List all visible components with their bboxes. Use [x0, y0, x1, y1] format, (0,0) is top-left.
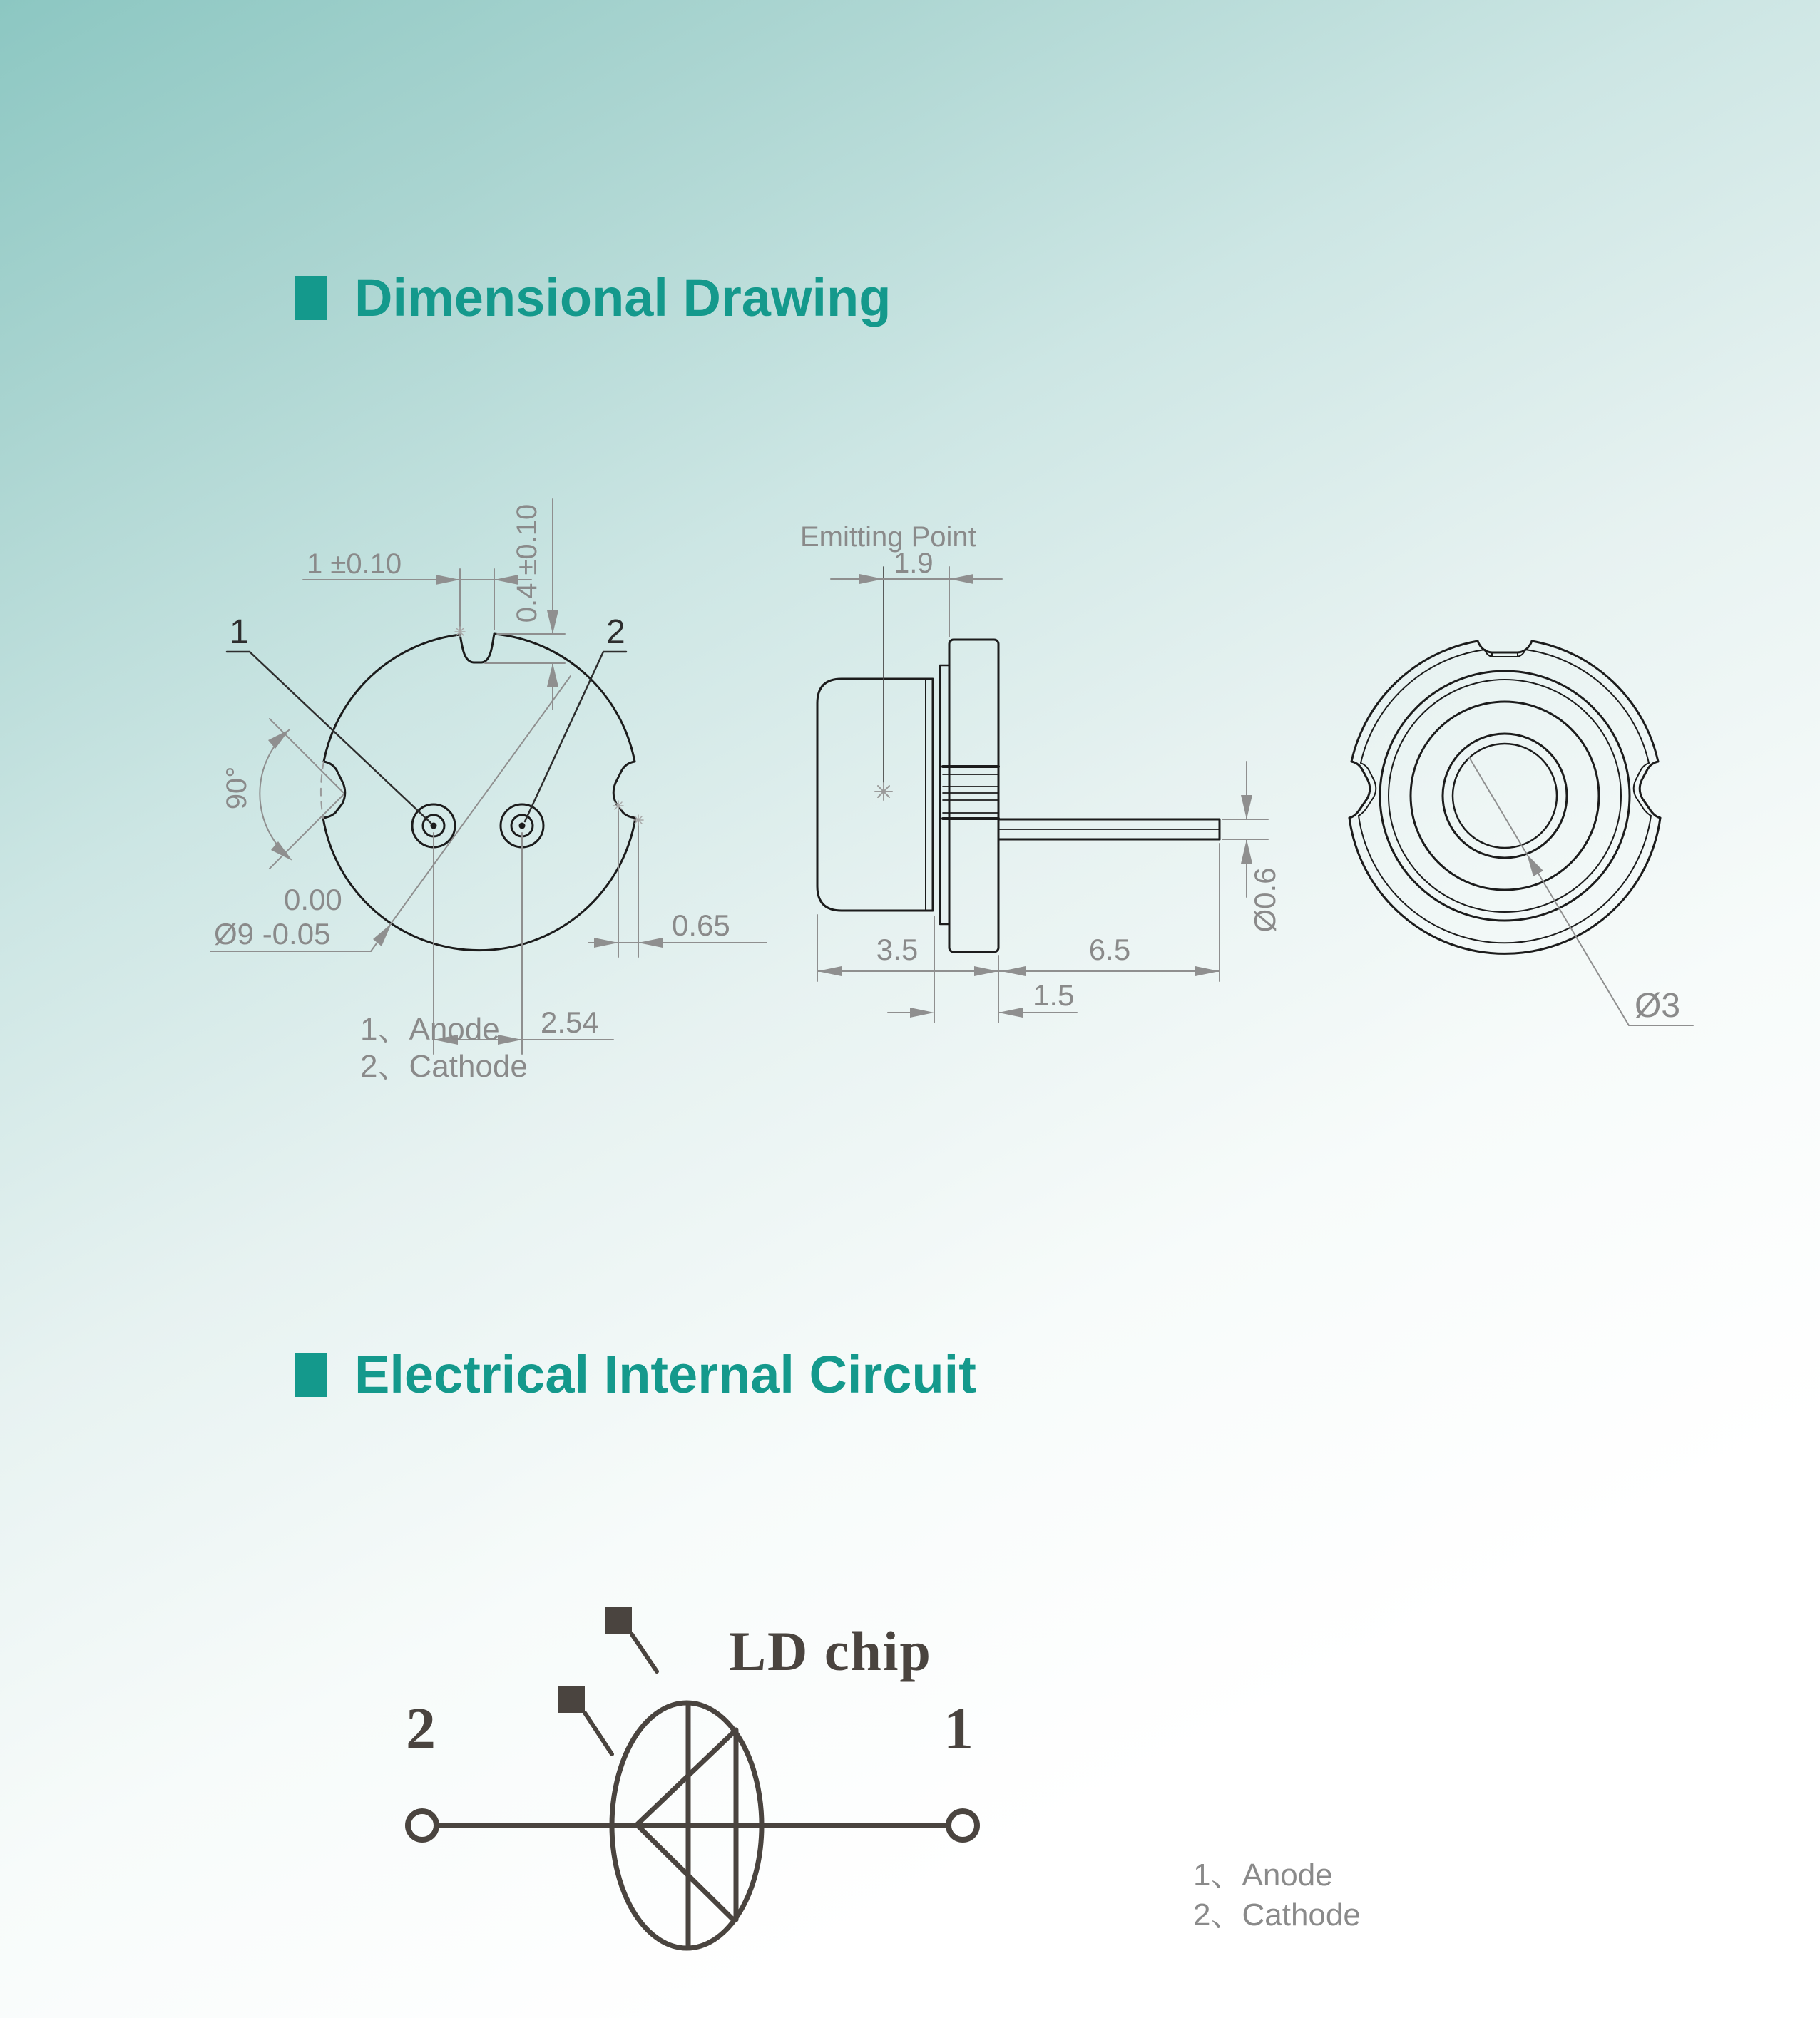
side-view [800, 521, 1282, 1023]
dim-arrowhead [373, 923, 392, 946]
window-circle [1453, 744, 1557, 848]
terminal-1-label: 1 [944, 1696, 973, 1762]
leader-line [1469, 757, 1629, 1025]
rim-outline [1351, 641, 1478, 762]
notch-depth-dim-text: 0.4 ±0.10 [511, 503, 543, 623]
left-notch [323, 762, 345, 818]
dim-arrowhead [1195, 966, 1220, 976]
section-title: Electrical Internal Circuit [354, 1345, 976, 1404]
dim-arrowhead [547, 610, 558, 634]
lens-bezel-circle [1411, 702, 1599, 890]
pin1-leader-line [227, 652, 431, 823]
light-arrow-tail [632, 1634, 657, 1671]
legend-cathode: 2、Cathode [1193, 1897, 1361, 1932]
chip-label: LD chip [729, 1620, 932, 1682]
dim-arrowhead [1001, 966, 1026, 976]
light-arrow-icon [558, 1686, 585, 1713]
notch-width-dim-text: 1 ±0.10 [307, 548, 402, 580]
cap-circle-inner [1389, 680, 1621, 912]
point-marker [633, 815, 643, 825]
dim-arrowhead [1527, 854, 1543, 876]
legend-anode: 1、Anode [1193, 1858, 1333, 1892]
light-arrow-icon [605, 1607, 632, 1634]
top-notch [460, 634, 494, 662]
emitting-point-marker [875, 783, 892, 800]
rim-inner-line [1525, 650, 1649, 763]
emitting-offset-dim-text: 1.9 [894, 548, 934, 579]
dim-arrowhead [594, 938, 618, 948]
point-marker [455, 627, 465, 637]
right-notch [1640, 762, 1660, 818]
cap-outline [817, 679, 933, 911]
angle-arc [260, 729, 290, 858]
emitting-point-label: Emitting Point [800, 521, 976, 553]
back-view [1349, 641, 1693, 1025]
lead-dia-dim-text: Ø0.6 [1248, 867, 1282, 933]
section-title: Dimensional Drawing [354, 268, 891, 327]
dim-arrowhead [271, 841, 292, 861]
dim-arrowhead [268, 729, 290, 749]
dim-arrowhead [949, 574, 973, 584]
dim-arrowhead [859, 574, 884, 584]
right-notch [613, 762, 635, 818]
light-arrow-tail [585, 1713, 612, 1754]
angle-edge-line [270, 794, 344, 869]
rim-inner-line [1359, 816, 1651, 943]
diode-edge [637, 1825, 733, 1920]
lead-length-dim-text: 6.5 [1088, 933, 1131, 966]
cap-circle [1380, 671, 1630, 921]
pin2-leader-line [525, 652, 626, 821]
front-view [210, 499, 767, 1084]
dim-arrowhead [998, 1008, 1023, 1018]
spacer-outline [940, 665, 949, 924]
dim-arrowhead [436, 575, 460, 585]
terminal-2-node [408, 1811, 436, 1840]
dim-arrowhead [498, 1035, 522, 1045]
dim-arrowhead [817, 966, 842, 976]
can-outline [494, 634, 635, 762]
legend-cathode: 2、Cathode [360, 1049, 528, 1084]
circuit-diagram [406, 1607, 1361, 1948]
dia-dim-text: Ø9 -0.05 [214, 917, 331, 951]
pin2-center-dot [519, 823, 526, 829]
pitch-dim-text: 2.54 [541, 1005, 599, 1039]
left-notch [1349, 762, 1370, 818]
dim-arrowhead [1241, 839, 1252, 864]
can-outline [324, 635, 460, 762]
dim-arrowhead [974, 966, 998, 976]
cap-length-dim-text: 3.5 [876, 933, 919, 966]
pin1-label: 1 [230, 613, 249, 651]
point-marker [613, 801, 623, 811]
window-outer-circle [1443, 734, 1567, 858]
dim-arrowhead [547, 663, 558, 687]
rim-outline [1532, 641, 1658, 762]
window-dia-dim-text: Ø3 [1635, 987, 1681, 1025]
pin2-label: 2 [606, 613, 625, 651]
flange-thickness-dim-text: 1.5 [1033, 978, 1075, 1012]
angle-dim-text: 90° [221, 766, 252, 810]
dim-arrowhead [910, 1008, 934, 1018]
terminal-1-node [949, 1811, 977, 1840]
dim-arrowhead [1241, 795, 1252, 819]
flange-outline [949, 640, 998, 952]
legend-anode: 1、Anode [360, 1012, 500, 1047]
terminal-2-label: 2 [406, 1696, 436, 1762]
dia-tol-upper-text: 0.00 [284, 883, 342, 916]
dim-arrowhead [638, 938, 663, 948]
side-notch-dim-text: 0.65 [672, 908, 730, 942]
can-outline [323, 818, 635, 951]
